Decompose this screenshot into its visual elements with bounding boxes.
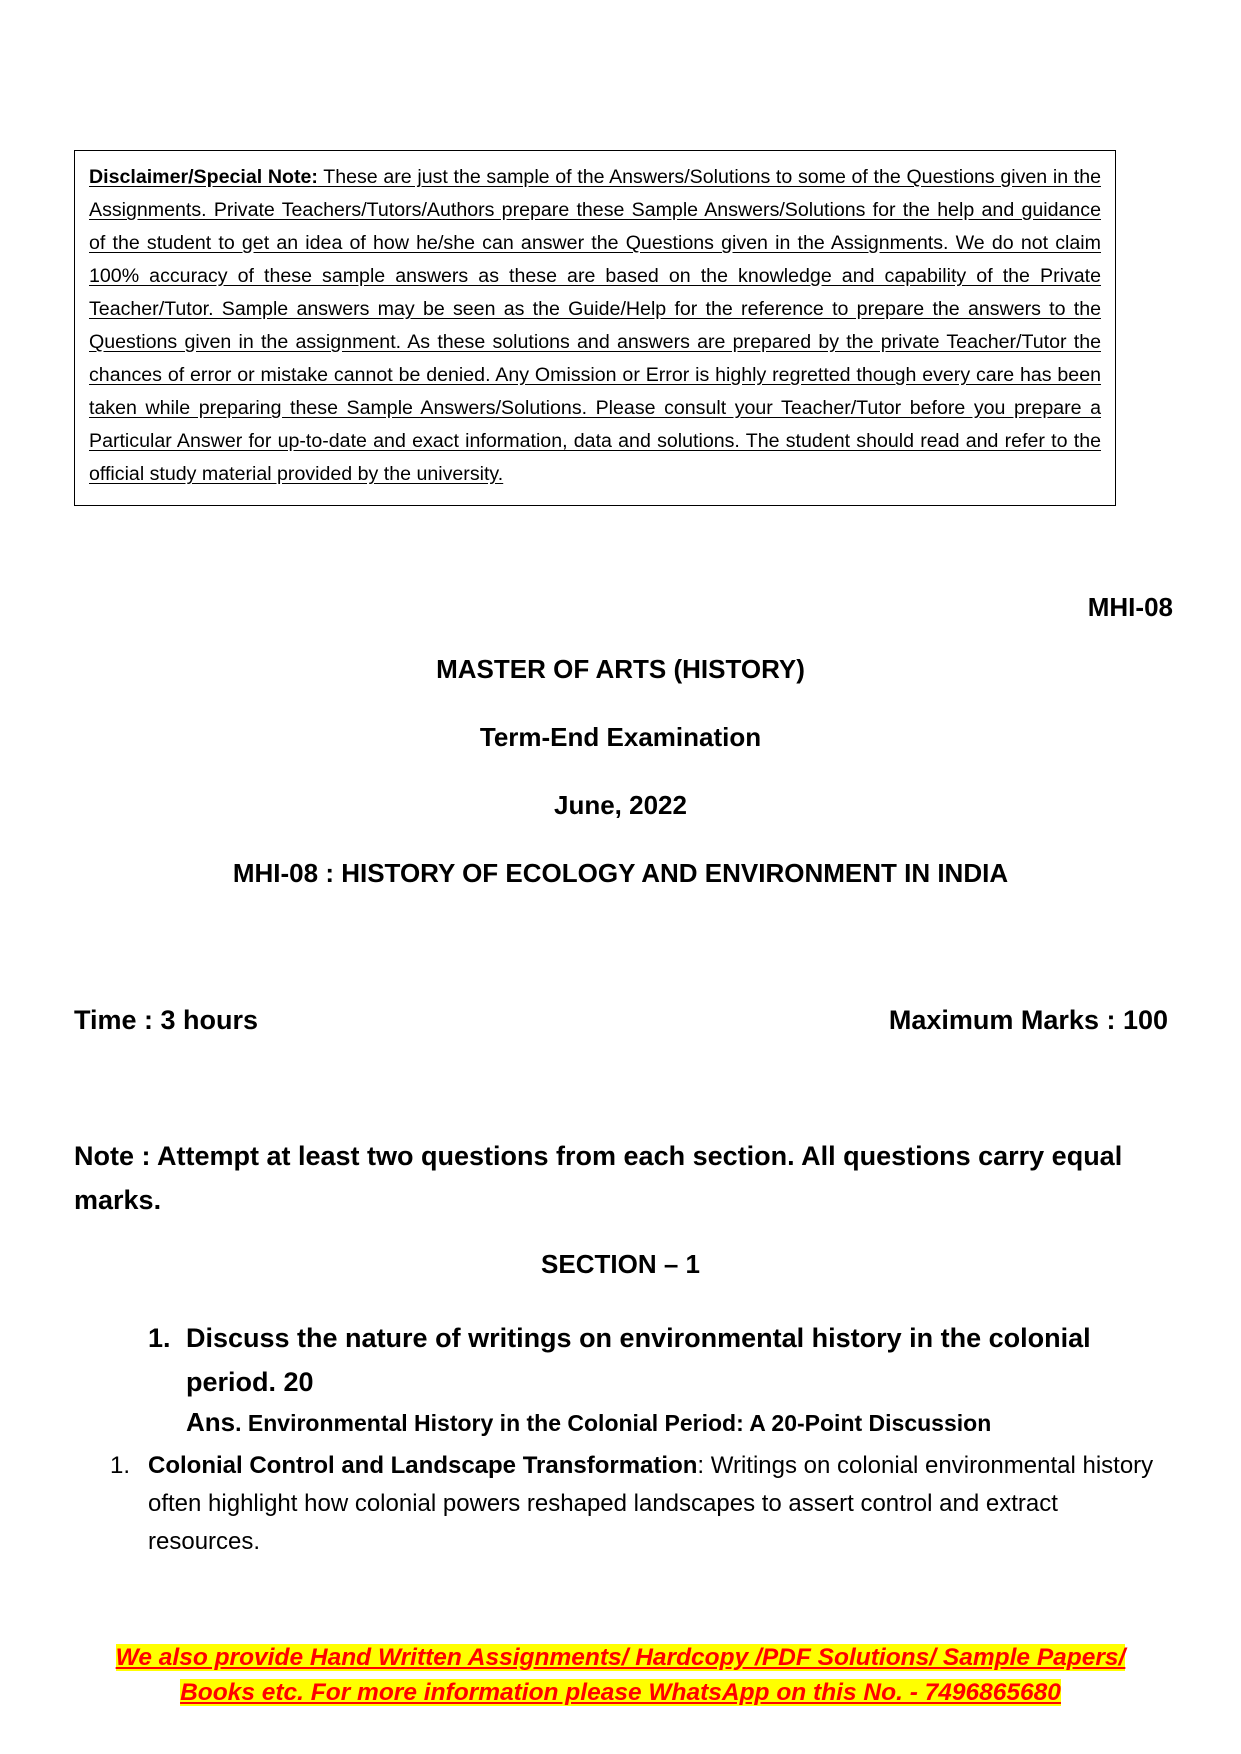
disclaimer-label: Disclaimer/Special Note:: [89, 166, 318, 188]
exam-time: Time : 3 hours: [74, 1005, 259, 1035]
exam-meta-row: [74, 1005, 1168, 1036]
exam-note: Note : Attempt at least two questions from each section. All questions carry equal marks.: [74, 1141, 1123, 1215]
disclaimer-text: [89, 161, 1101, 491]
answer-heading: [186, 1407, 991, 1438]
point-body: : Writings on colonial environmental history often highlight how colonial powers reshaped landscapes to assert control and extract resources.: [148, 1452, 1154, 1555]
point-title: Colonial Control and Landscape Transformation: [148, 1452, 698, 1479]
question-number: 1.: [148, 1323, 171, 1353]
exam-session: June, 2022: [554, 790, 687, 820]
promo-line-2: Books etc. For more information please WhatsApp on this No. - 7496865680: [180, 1679, 1061, 1706]
question-text: Discuss the nature of writings on environmental history in the colonial period. 20: [186, 1323, 1091, 1397]
point-number: 1.: [110, 1452, 131, 1479]
exam-max-marks: Maximum Marks : 100: [888, 1005, 1168, 1035]
programme-title: MASTER OF ARTS (HISTORY): [436, 654, 805, 684]
section-heading: SECTION – 1: [541, 1249, 700, 1279]
answer-label: Ans: [186, 1407, 236, 1437]
disclaimer-box: [74, 150, 1116, 506]
answer-point-1: [110, 1447, 1170, 1561]
exam-title: Term-End Examination: [479, 722, 762, 752]
promo-line-1: We also provide Hand Written Assignments/ Hardcopy /PDF Solutions/ Sample Papers/: [115, 1644, 1126, 1671]
answer-heading-text: . Environmental History in the Colonial Period: A 20-Point Discussion: [235, 1410, 992, 1436]
promo-banner: [0, 1640, 1241, 1710]
point-text: [110, 1447, 1170, 1561]
disclaimer-body: These are just the sample of the Answers/Solutions to some of the Questions given in the Assignments. Private Teachers/Tutors/Authors prepare these Sample Answers/Solutions for the help and guidance of the student to get an idea of how he/she can answer the Questions given in the Assignments. We do not claim 100% accuracy of these sample answers as these are based on the knowledge and capability of the Private Teacher/Tutor. Sample answers may be seen as the Guide/Help for the reference to prepare the answers to the Questions given in the assignment. As these solutions and answers are prepared by the private Teacher/Tutor the chances of error or mistake cannot be denied. Any Omission or Error is highly regretted though every care has been taken while preparing these Sample Answers/Solutions. Please consult your Teacher/Tutor before you prepare a Particular Answer for up-to-date and exact information, data and solutions. The student should read and refer to the official study material provided by the university.: [89, 166, 1101, 485]
course-title: MHI-08 : HISTORY OF ECOLOGY AND ENVIRONMENT IN INDIA: [232, 858, 1009, 888]
question-1: [148, 1316, 1158, 1404]
course-code: MHI-08: [1087, 592, 1173, 622]
